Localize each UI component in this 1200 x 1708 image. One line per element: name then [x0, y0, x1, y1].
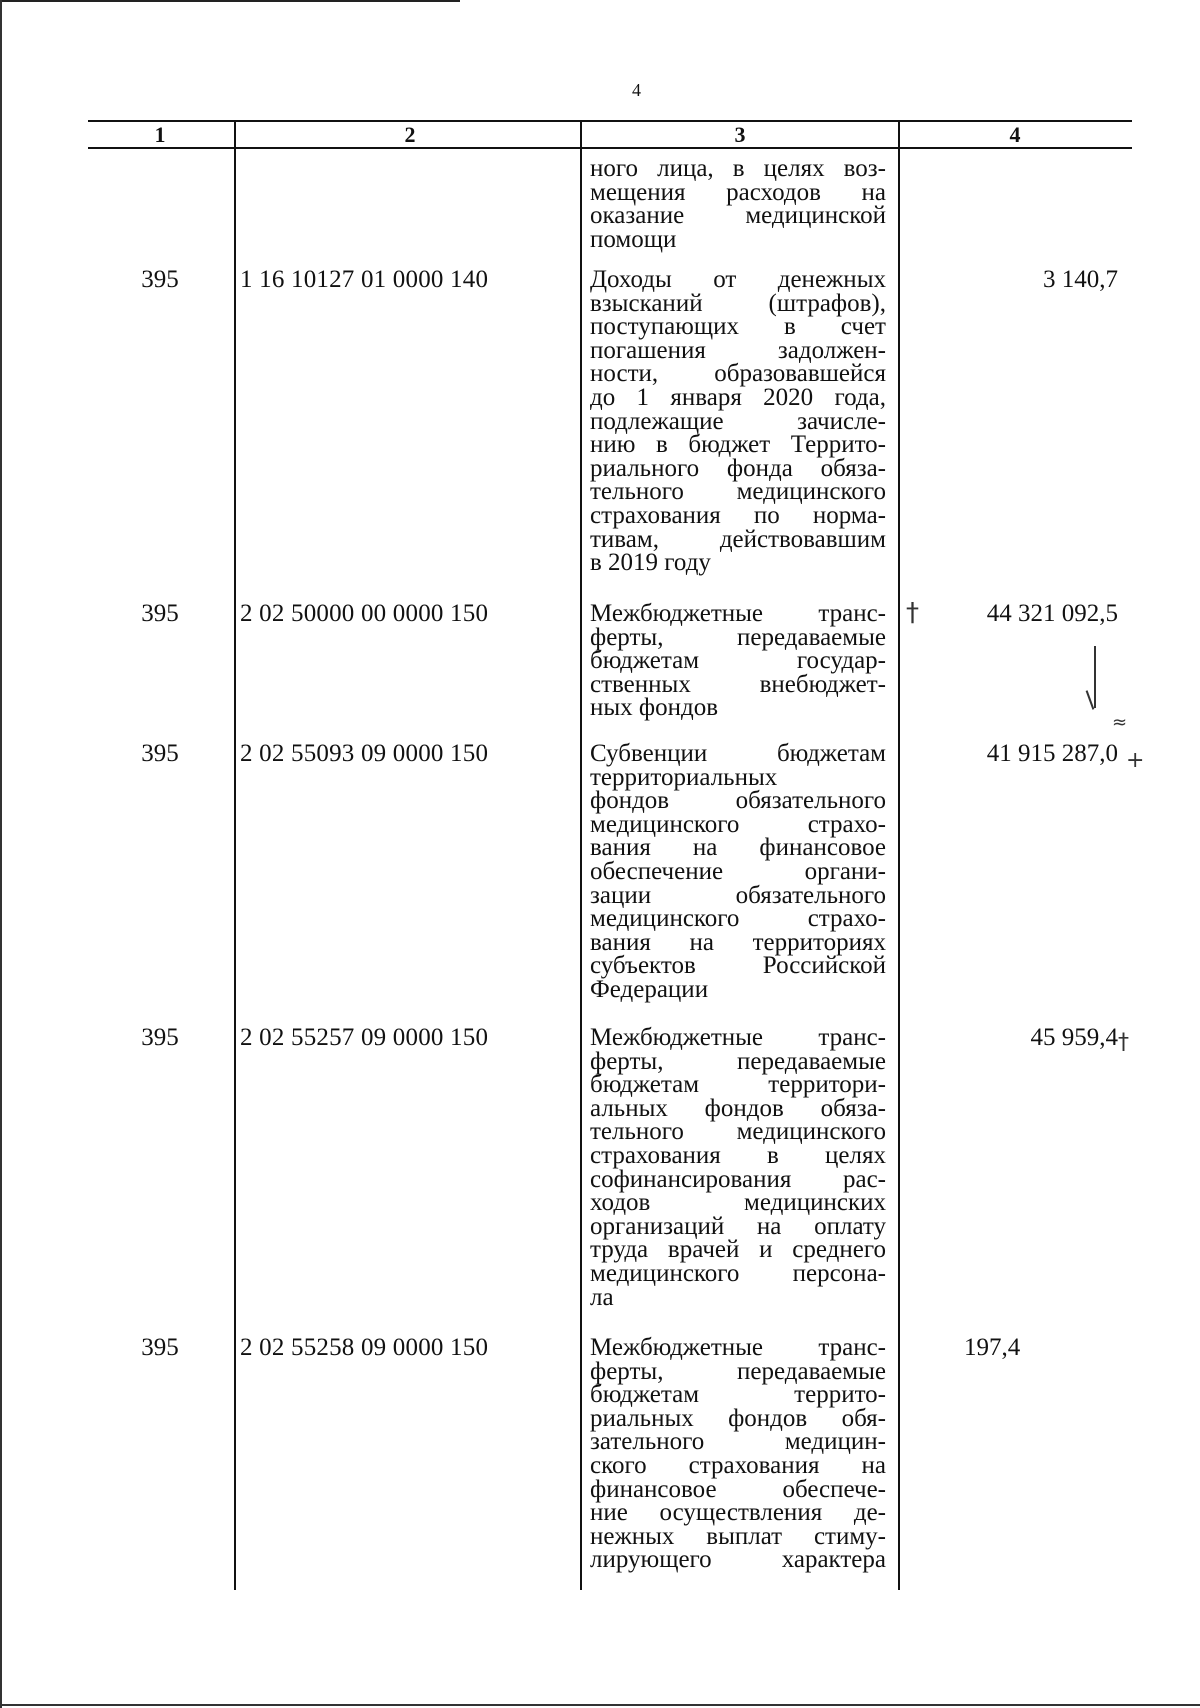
column-header-4: 4 [1009, 122, 1021, 147]
table-row-admin-code: 395 [141, 1334, 179, 1361]
table-row-name: Межбюджетные транс- ферты, передаваемые бюджетам террито- риальных фондов обя- зательного медицин- ского страхования на финансовое обеспече- ние осуществления де- нежных выплат стиму- лирующего характера [590, 1334, 886, 1574]
column-divider-2 [580, 120, 582, 1590]
table-row-kbk: 2 02 50000 00 0000 150 [240, 600, 489, 627]
table-row-name: Межбюджетные транс- ферты, передаваемые бюджетам государ- ственных внебюджет- ных фондов [590, 600, 886, 722]
table-row-amount: 197,4 [964, 1334, 1021, 1361]
handwritten-check-icon: † [1118, 1030, 1129, 1055]
handwritten-plus-icon: + [1126, 748, 1145, 773]
table-row-kbk: 2 02 55258 09 0000 150 [240, 1334, 489, 1361]
column-divider-1 [234, 120, 236, 1590]
handwritten-squiggle-icon: ≈ [1112, 712, 1128, 733]
table-row-kbk: 2 02 55257 09 0000 150 [240, 1024, 489, 1051]
column-header-1: 1 [154, 122, 166, 147]
column-header-2: 2 [404, 122, 416, 147]
column-divider-3 [898, 120, 900, 1590]
table-row-name: Межбюджетные транс- ферты, передаваемые бюджетам территори- альных фондов обяза- тельного медицинского страхования в целях софинансирования рас- ходов медицинских организаций на оплату труда врачей и среднего медицинского персона- ла [590, 1024, 886, 1311]
table-row-name: Доходы от денежных взысканий (штрафов), поступающих в счет погашения задолжен- ности, образовавшейся до 1 января 2020 года, подлежащие зачисле- нию в бюджет Террито- риального фонда обяза- тельного медицинского страхования по норма- тивам, действовавшим в 2019 году [590, 266, 886, 577]
scan-edge-top [0, 0, 460, 2]
column-header-3: 3 [734, 122, 746, 147]
scan-edge-bottom [0, 1704, 1200, 1706]
table-row-kbk: 2 02 55093 09 0000 150 [240, 740, 489, 767]
table-row-amount: 44 321 092,5 [986, 600, 1118, 627]
handwritten-check-icon: † [906, 598, 919, 628]
table-row-name: Субвенции бюджетам территориальных фондов обязательного медицинского страхо- вания на финансовое обеспечение органи- зации обязательного медицинского страхо- вания на территориях субъектов Российской Федерации [590, 740, 886, 1003]
table-row-admin-code: 395 [141, 266, 179, 293]
table-row-admin-code: 395 [141, 740, 179, 767]
header-bottom-border [88, 147, 1132, 149]
page-number: 4 [632, 80, 641, 100]
table-row-kbk: 1 16 10127 01 0000 140 [240, 266, 489, 293]
scan-edge-left [0, 0, 2, 1708]
table-row-amount: 45 959,4 [1030, 1024, 1118, 1051]
table-row-admin-code: 395 [141, 600, 179, 627]
table-row-amount: 3 140,7 [1043, 266, 1118, 293]
table-top-border [88, 120, 1132, 122]
handwritten-arrow-icon [1094, 646, 1096, 708]
table-row-name: ного лица, в целях воз- мещения расходов на оказание медицинской помощи [590, 155, 886, 253]
table-row-amount: 41 915 287,0 [986, 740, 1118, 767]
table-row-admin-code: 395 [141, 1024, 179, 1051]
